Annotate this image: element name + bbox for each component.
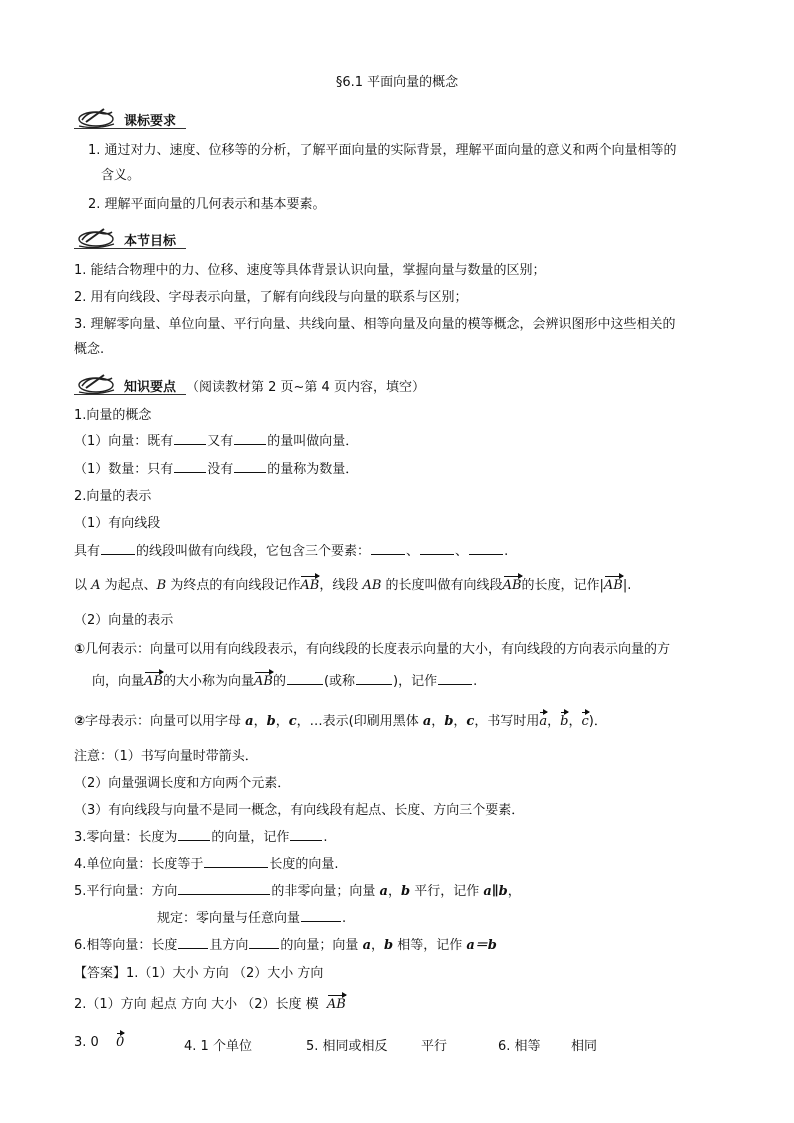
blank-9: [287, 672, 323, 685]
goal-2: 2. 用有向线段、字母表示向量，了解有向线段与向量的联系与区别；: [74, 290, 468, 305]
blank-5: [101, 542, 135, 555]
vector-ab: AB: [603, 578, 623, 593]
vector-c: c: [581, 714, 589, 729]
section-underline: [74, 394, 186, 395]
section-title: 本节目标: [124, 234, 177, 249]
unit-vector-line: 4.单位向量：长度等于 长度的向量.: [74, 857, 339, 872]
fill-line-directed-segment: 具有 的线段叫做有向线段，它包含三个要素： 、 、 .: [74, 544, 509, 559]
blank-6: [371, 542, 405, 555]
note-2: （2）向量强调长度和方向两个元素．: [74, 776, 291, 791]
vector-b: b: [560, 714, 569, 729]
vector-ab: AB: [144, 674, 163, 689]
standard-item-1-cont: 含义。: [101, 168, 141, 183]
blank-7: [420, 542, 454, 555]
vector-ab: AB: [300, 578, 320, 593]
letter-representation: ②字母表示：向量可以用字母 a，b，c，…表示(印刷用黑体 a，b，c，书写时用a，b，c)．: [74, 714, 607, 729]
note-3: （3）有向线段与向量不是同一概念，有向线段有起点、长度、方向三个要素．: [74, 803, 525, 818]
note-1: 注意：（1）书写向量时带箭头．: [74, 749, 258, 764]
equal-vector-line: 6.相等向量：长度 且方向 的向量；向量 a，b 相等，记作 a＝b: [74, 938, 497, 953]
section-underline: [74, 248, 186, 249]
subheading-vector-representation: （2）向量的表示: [74, 613, 174, 628]
goal-3-cont: 概念.: [74, 342, 105, 357]
geometric-representation-line1: ①几何表示：向量可以用有向线段表示，有向线段的长度表示向量的大小，有向线段的方向表示向量的方: [74, 642, 671, 657]
heading-vector-concept: 1.向量的概念: [74, 408, 152, 423]
zero-vector: 0: [116, 1035, 125, 1050]
blank-3: [174, 460, 206, 473]
book-pen-icon: [74, 224, 118, 250]
book-pen-icon: [74, 104, 118, 130]
subheading-directed-segment: （1）有向线段: [74, 516, 161, 531]
section-note: （阅读教材第 2 页~第 4 页内容，填空）: [186, 380, 425, 395]
blank-12: [178, 828, 210, 841]
fill-line-scalar: （1）数量：只有 没有 的量称为数量．: [74, 462, 359, 477]
answer-line-2: 2.（1）方向 起点 方向 大小 （2）长度 模 AB: [74, 997, 346, 1012]
blank-14: [204, 855, 268, 868]
section-underline: [74, 128, 186, 129]
answer-line-3: 3. 0 0 4. 1 个单位 5. 相同或相反 平行 6. 相等 相同: [74, 1035, 598, 1054]
section-title: 知识要点: [124, 380, 177, 395]
blank-1: [174, 432, 206, 445]
answer-line-1: 【答案】1.（1）大小 方向 （2）大小 方向: [74, 966, 324, 981]
blank-18: [249, 936, 279, 949]
fill-line-vector: （1）向量：既有 又有 的量叫做向量．: [74, 434, 359, 449]
blank-4: [234, 460, 266, 473]
blank-11: [438, 672, 472, 685]
heading-vector-representation: 2.向量的表示: [74, 489, 152, 504]
zero-vector-line: 3.零向量：长度为 的向量，记作 .: [74, 830, 328, 845]
vector-ab: AB: [326, 997, 346, 1012]
goal-3: 3. 理解零向量、单位向量、平行向量、共线向量、相等向量及向量的模等概念，会辨识图形中这些相关的: [74, 317, 676, 332]
blank-16: [301, 909, 341, 922]
vector-a: a: [539, 714, 548, 729]
blank-10: [356, 672, 392, 685]
standard-item-1: 1. 通过对力、速度、位移等的分析，了解平面向量的实际背景，理解平面向量的意义和两个向量相等的: [88, 143, 677, 158]
blank-8: [469, 542, 503, 555]
goal-1: 1. 能结合物理中的力、位移、速度等具体背景认识向量，掌握向量与数量的区别；: [74, 263, 546, 278]
vector-ab: AB: [253, 674, 273, 689]
blank-17: [178, 936, 208, 949]
standard-item-2: 2. 理解平面向量的几何表示和基本要素。: [88, 197, 326, 212]
book-pen-icon: [74, 370, 118, 396]
rule-line: 规定：零向量与任意向量 .: [157, 911, 347, 926]
geometric-representation-line2: 向，向量AB的大小称为向量AB的 (或称 )，记作 .: [92, 674, 478, 689]
page-title: §6.1 平面向量的概念: [335, 75, 459, 90]
blank-2: [234, 432, 266, 445]
blank-15: [178, 882, 270, 895]
parallel-vector-line: 5.平行向量：方向 的非零向量；向量 a，b 平行，记作 a∥b，: [74, 884, 521, 899]
line-notation-ab: 以 A 为起点、B 为终点的有向线段记作AB，线段 AB 的长度叫做有向线段AB的长度，记作|AB|.: [74, 578, 632, 593]
blank-13: [290, 828, 322, 841]
section-header-knowledge: [74, 370, 494, 396]
section-title: 课标要求: [124, 114, 177, 129]
vector-ab: AB: [502, 578, 522, 593]
